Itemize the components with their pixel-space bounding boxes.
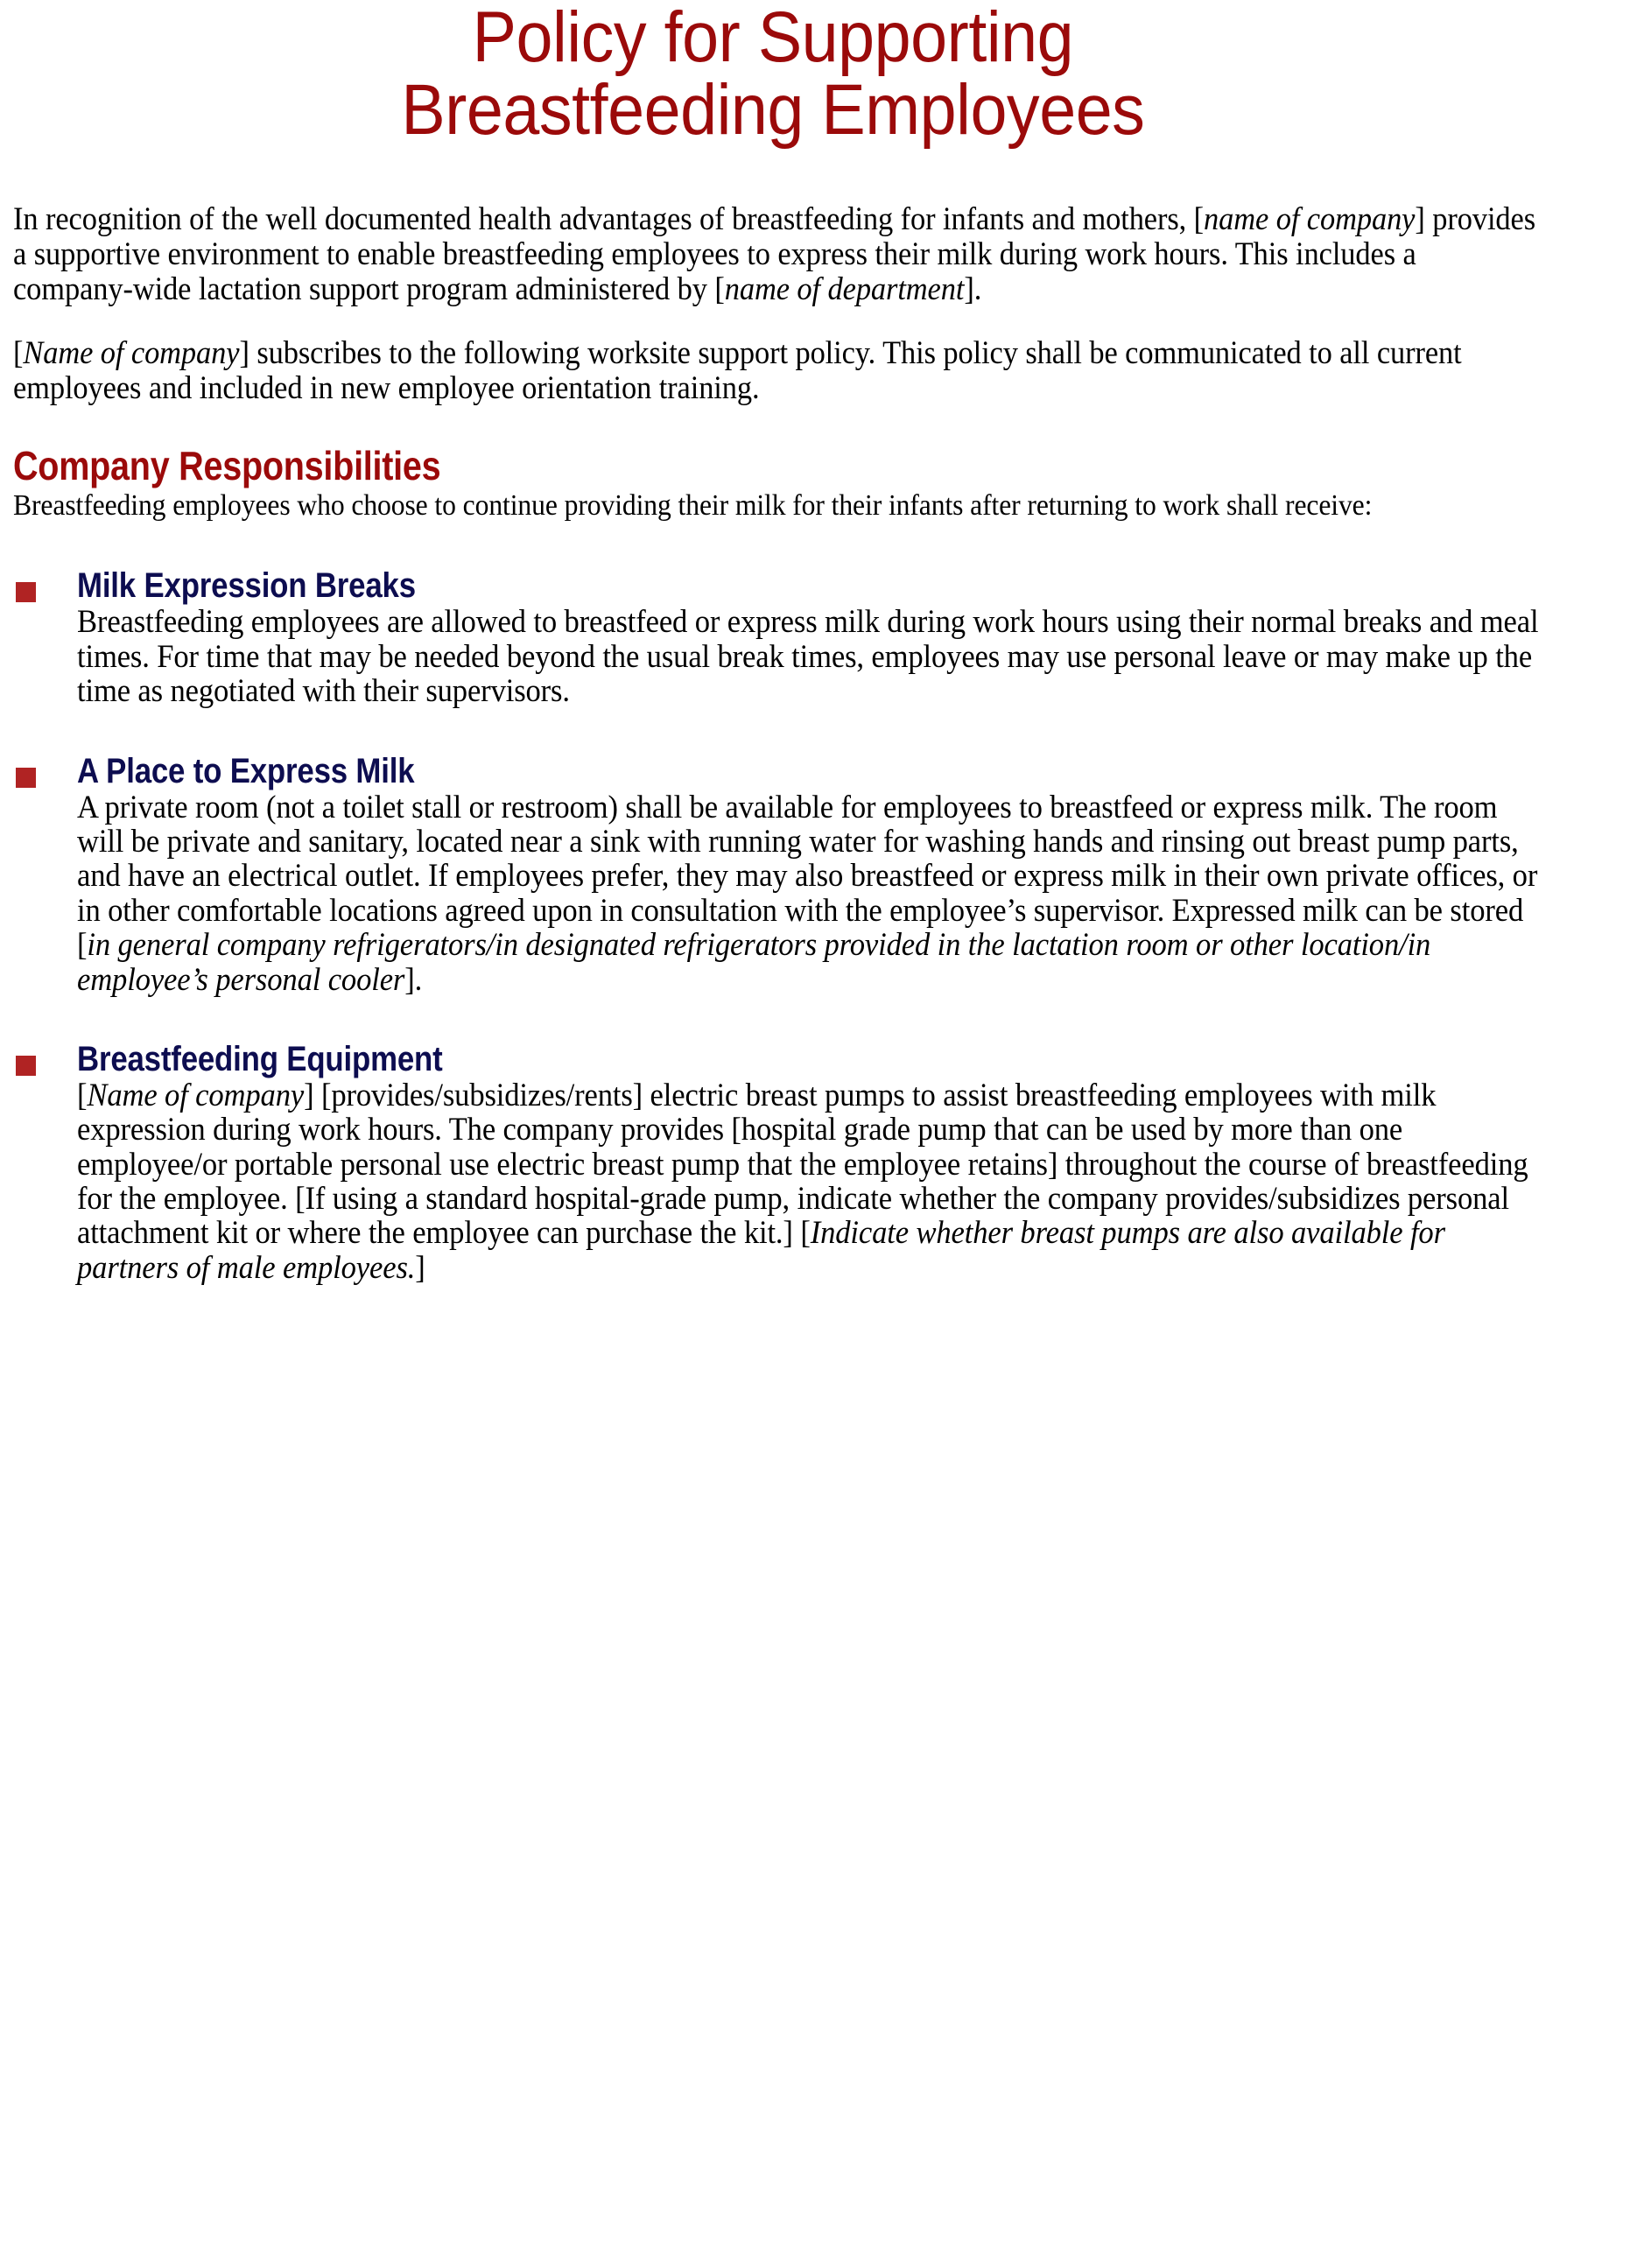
bullet-heading-breastfeeding-equipment: Breastfeeding Equipment: [77, 1039, 443, 1078]
intro-p1-part-2: ] provides a supportive environment to enable breastfeeding employees to express their milk during work hours. This includes a company-wide lactation support program administered by [: [13, 201, 1536, 307]
bullet-2-italic-1: Name of company: [87, 1077, 305, 1113]
bullet-body-a-place-to-express-milk: [77, 790, 1542, 997]
square-bullet-icon: [16, 768, 36, 788]
square-bullet-icon: [16, 582, 36, 602]
page-title-line-1: Policy for Supporting: [472, 0, 1074, 77]
bullet-2-part-2: ] [provides/subsidizes/rents] electric breast pumps to assist breastfeeding employees with milk expression during work hours. The company provides [hospital grade pump that can be used by more than one employee/or portable personal use electric breast pump that the employee retains] throughout the course of breastfeeding for the employee. [If using a standard hospital-grade pump, indicate whether the company provides/subsidizes personal attachment kit or where the employee can purchase the kit.] [: [77, 1077, 1528, 1252]
intro-paragraph-1: [13, 202, 1541, 306]
list-item: [13, 1041, 1541, 1285]
section-intro-text: Breastfeeding employees who choose to continue providing their milk for their infants after returning to work shall receive:: [13, 489, 1373, 523]
page-title: [74, 0, 1479, 150]
bullet-2-italic-2: Indicate whether breast pumps are also available for partners of male employees.: [77, 1215, 1445, 1286]
list-item: [13, 567, 1541, 708]
spacer-after-title: [13, 144, 1541, 202]
bullet-0-part-1: Breastfeeding employees are allowed to breastfeed or express milk during work hours using their normal breaks and meal times. For time that may be needed beyond the usual break times, employees may use personal leave or may make up the time as negotiated with their supervisors.: [77, 604, 1539, 710]
bullet-body-milk-expression-breaks: [77, 605, 1542, 708]
bullet-1-part-2: ].: [404, 961, 423, 998]
bullet-2-part-3: ]: [415, 1249, 425, 1286]
intro-p2-part-2: ] subscribes to the following worksite support policy. This policy shall be communicated to all current employees and included in new employee orientation training.: [13, 335, 1462, 406]
bullet-1-part-1: A private room (not a toilet stall or restroom) shall be available for employees to breastfeed or express milk. The room will be private and sanitary, located near a sink with running water for washing hands and rinsing out breast pump parts, and have an electrical outlet. If employees prefer, they may also breastfeed or express milk in their own private offices, or in other comfortable locations agreed upon in consultation with the employee’s supervisor. Expressed milk can be stored [: [77, 789, 1538, 964]
list-item: [13, 753, 1541, 997]
square-bullet-icon: [16, 1056, 36, 1076]
bullet-heading-a-place-to-express-milk: A Place to Express Milk: [77, 751, 415, 790]
bullet-1-italic-1: in general company refrigerators/in designated refrigerators provided in the lactation room or other location/in employee’s personal cooler: [77, 927, 1431, 998]
intro-p1-placeholder-company: name of company: [1204, 201, 1416, 238]
bullet-heading-milk-expression-breaks: Milk Expression Breaks: [77, 566, 416, 606]
intro-p2-part-1: [: [13, 335, 24, 372]
intro-paragraph-2: [13, 336, 1541, 405]
bullet-body-breastfeeding-equipment: [77, 1078, 1542, 1285]
responsibilities-list: [13, 567, 1541, 1285]
intro-p2-placeholder-company: Name of company: [23, 335, 240, 372]
bullet-2-part-1: [: [77, 1077, 88, 1113]
spacer-before-section-heading: [13, 405, 1541, 446]
section-heading-company-responsibilities: Company Responsibilities: [13, 443, 441, 489]
intro-p1-placeholder-department: name of department: [724, 270, 965, 307]
intro-p1-part-3: ].: [964, 270, 982, 307]
intro-p1-part-1: In recognition of the well documented health advantages of breastfeeding for infants and mothers, [: [13, 201, 1205, 238]
page-title-line-2: Breastfeeding Employees: [401, 69, 1145, 150]
